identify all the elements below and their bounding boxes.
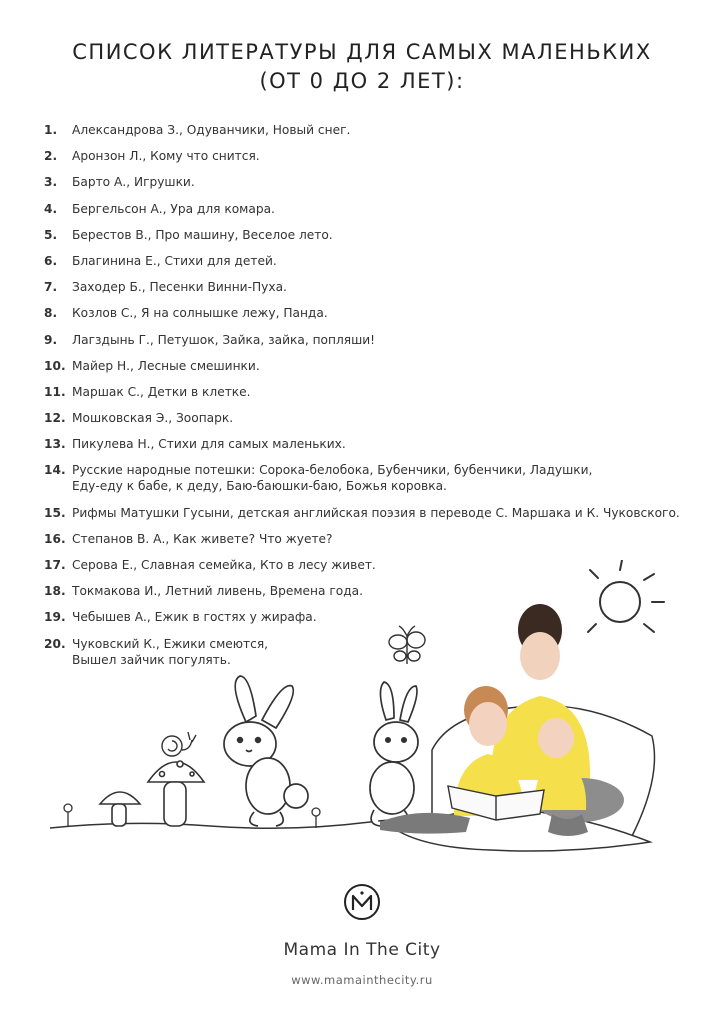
brand-name: Mama In The City [283,940,441,960]
list-item [44,253,684,269]
item-text: Бергельсон А., Ура для комара. [72,201,275,216]
item-text: Степанов В. А., Как живете? Что жуете? [72,531,333,546]
item-text: Серова Е., Славная семейка, Кто в лесу живет. [72,558,376,572]
list-item [44,531,684,547]
item-number: 10. [44,358,66,373]
item-number: 4. [44,201,58,216]
item-number: 9. [44,332,58,347]
item-text: Чебышев А., Ежик в гостях у жирафа. [72,610,317,625]
list-item [44,505,684,521]
item-number: 15. [44,505,66,520]
list-item [44,358,684,374]
list-item [44,122,684,138]
item-text: Лагздынь Г., Петушок, Зайка, зайка, попляши! [72,332,376,347]
item-number: 1. [44,123,58,137]
item-text: Барто А., Игрушки. [72,175,195,190]
item-number: 2. [44,149,58,164]
item-number: 3. [44,175,58,190]
list-item [44,174,684,190]
item-text: Мошковская Э., Зоопарк. [72,411,234,426]
item-text: Майер Н., Лесные смешинки. [72,358,260,373]
logo-icon [342,882,382,922]
item-text: Пикулева Н., Стихи для самых маленьких. [72,437,346,452]
item-number: 11. [44,384,66,399]
item-text: Русские народные потешки: Сорока-белобока, Бубенчики, бубенчики, Ладушки, [72,463,593,478]
snail-icon [162,732,196,756]
item-number: 8. [44,306,58,321]
item-text-continued: Еду-еду к бабе, к деду, Баю-баюшки-баю, Божья коровка. [72,479,447,494]
item-text: Аронзон Л., Кому что снится. [72,149,260,164]
page-title [0,38,724,96]
item-text: Берестов В., Про машину, Веселое лето. [72,227,333,242]
list-item [44,462,684,494]
item-text: Рифмы Матушки Гусыни, детская английская поэзия в переводе С. Маршака и К. Чуковского. [72,505,680,520]
item-text: Благинина Е., Стихи для детей. [72,253,277,268]
website-url: www.mamainthecity.ru [291,973,433,987]
item-text: Токмакова И., Летний ливень, Времена года. [72,584,363,599]
list-item [44,305,684,321]
list-item [44,279,684,295]
list-item [44,227,684,243]
item-number: 12. [44,411,66,426]
mushroom-icon [100,761,204,826]
item-text: Козлов С., Я на солнышке лежу, Панда. [72,306,328,321]
item-text: Чуковский К., Ежики смеются, [72,636,269,651]
title-line-1: СПИСОК ЛИТЕРАТУРЫ ДЛЯ САМЫХ МАЛЕНЬКИХ [72,40,652,64]
item-number: 18. [44,584,66,599]
item-number: 14. [44,463,66,478]
title-line-2: (ОТ 0 ДО 2 ЛЕТ): [259,69,465,93]
butterfly-icon [389,626,425,664]
item-number: 16. [44,531,66,546]
item-text: Маршак С., Детки в клетке. [72,384,251,399]
bunny-icon [370,682,418,826]
item-number: 13. [44,437,66,452]
item-text-continued: Вышел зайчик погулять. [72,652,231,667]
item-text: Заходер Б., Песенки Винни-Пуха. [72,280,287,295]
item-number: 17. [44,558,66,572]
list-item [44,201,684,217]
item-text: Александрова З., Одуванчики, Новый снег. [72,123,351,137]
list-item [44,384,684,400]
item-number: 6. [44,253,58,268]
list-item [44,410,684,426]
item-number: 19. [44,610,66,625]
bunny-icon [224,676,308,826]
item-number: 20. [44,636,66,651]
list-item [44,148,684,164]
sun-icon [588,560,664,632]
item-number: 5. [44,227,58,242]
item-number: 7. [44,280,58,295]
reading-family-illustration [40,560,680,860]
list-item [44,332,684,348]
list-item [44,436,684,452]
